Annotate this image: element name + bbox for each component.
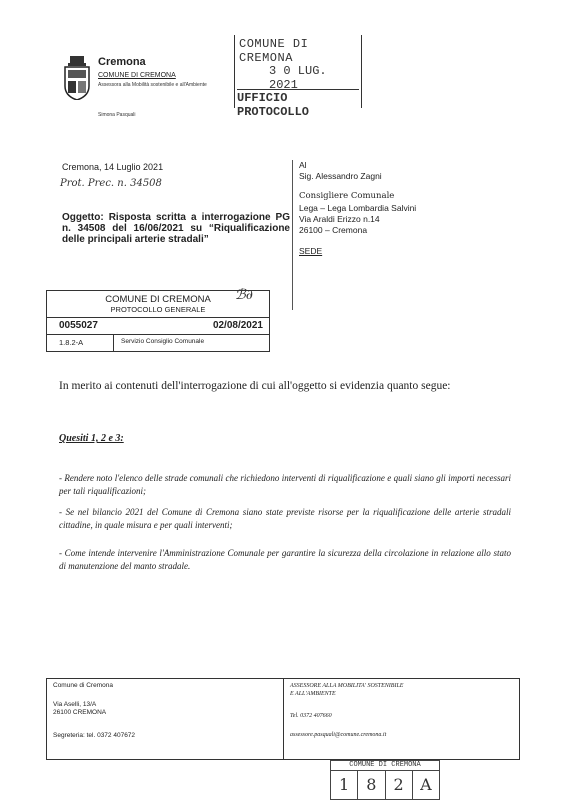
recipient-city: 26100 – Cremona [299,225,368,235]
footer-address2: 26100 CREMONA [53,709,107,716]
letterhead-person: Simona Pasquali [98,112,136,118]
question-item: - Se nel bilancio 2021 del Comune di Cremona siano state previste risorse per la riqualificazione delle arterie stradali cittadine, in quale misura e per quali interventi; [59,507,511,530]
protocol-stamp [234,35,362,119]
place-date: Cremona, 14 Luglio 2021 [62,162,164,172]
protocol-box [46,287,270,352]
protocol-box-subtitle: PROTOCOLLO GENERALE [110,305,206,314]
footer-office-title1: ASSESSORE ALLA MOBILITA' SOSTENIBILE [290,683,404,689]
signature-mark: ℬ∂ [234,287,253,303]
footer-left [47,679,284,759]
footer-office-email: assessore.pasquali@comune.cremona.it [290,732,387,738]
classification-cell: 2 [386,771,413,799]
classification-cell: A [420,775,432,794]
recipient-name: Sig. Alessandro Zagni [299,171,382,181]
question-item: - Come intende intervenire l'Amministrazione Comunale per garantire la sicurezza della circolazione in relazione allo stato di manutenzione del manto stradale. [59,548,511,571]
city-crest-icon [62,56,92,100]
protocol-box-title: COMUNE DI CREMONA [105,294,211,305]
protocol-date: 02/08/2021 [212,320,263,331]
classification-stamp [330,760,440,800]
protocol-box-number-row [47,318,269,335]
protocol-box-class-row [47,335,269,351]
questions-heading: Quesiti 1, 2 e 3: [59,433,124,444]
subject: Oggetto: Risposta scritta a interrogazione PG n. 34508 del 16/06/2021 su “Riqualificazione delle principali arterie stradali” [62,212,290,245]
footer-office-title2: E ALL'AMBIENTE [290,691,336,697]
protocol-classification: 1.8.2-A [59,338,84,347]
footer-office-phone: Tel. 0372 407660 [290,713,332,719]
divider-line [292,160,293,310]
letterhead-city: Cremona [98,56,146,68]
recipient-party: Lega – Lega Lombardia Salvini [299,203,417,213]
recipient-role: Consigliere Comunale [299,191,395,201]
recipient-sede: SEDE [299,246,323,256]
footer-address1: Via Aselli, 13/A [53,701,97,708]
classification-stamp-header: COMUNE DI CREMONA [331,761,439,771]
intro-text: In merito ai contenuti dell'interrogazione di cui all'oggetto si evidenzia quanto segue: [59,380,451,392]
recipient-al: Al [299,160,307,170]
protocol-number: 0055027 [59,320,98,331]
footer-box [46,678,520,760]
stamp-office: UFFICIO PROTOCOLLO [237,89,359,119]
footer-right [284,679,519,759]
footer-phone: Segreteria: tel. 0372 407672 [53,732,136,739]
classification-stamp-cells [331,771,439,799]
protocol-service: Servizio Consiglio Comunale [121,338,205,345]
handwritten-reference: Prot. Prec. n. 34508 [60,178,162,189]
stamp-line1: COMUNE DI CREMONA [239,37,309,65]
recipient-street: Via Araldi Erizzo n.14 [299,214,380,224]
protocol-box-separator [113,335,114,351]
question-item: - Rendere noto l'elenco delle strade comunali che richiedono interventi di riqualificazione e quali siano gli importi necessari per tali riqualificazioni; [59,473,511,496]
classification-cell: 8 [358,771,385,799]
classification-cell: 1 [331,771,358,799]
footer-org: Comune di Cremona [53,682,113,689]
letterhead-department: Assessora alla Mobilità sostenibile e all'Ambiente [98,82,207,88]
stamp-date: 3 0 LUG. 2021 [269,64,327,92]
letterhead-comune: COMUNE DI CREMONA [98,72,176,79]
